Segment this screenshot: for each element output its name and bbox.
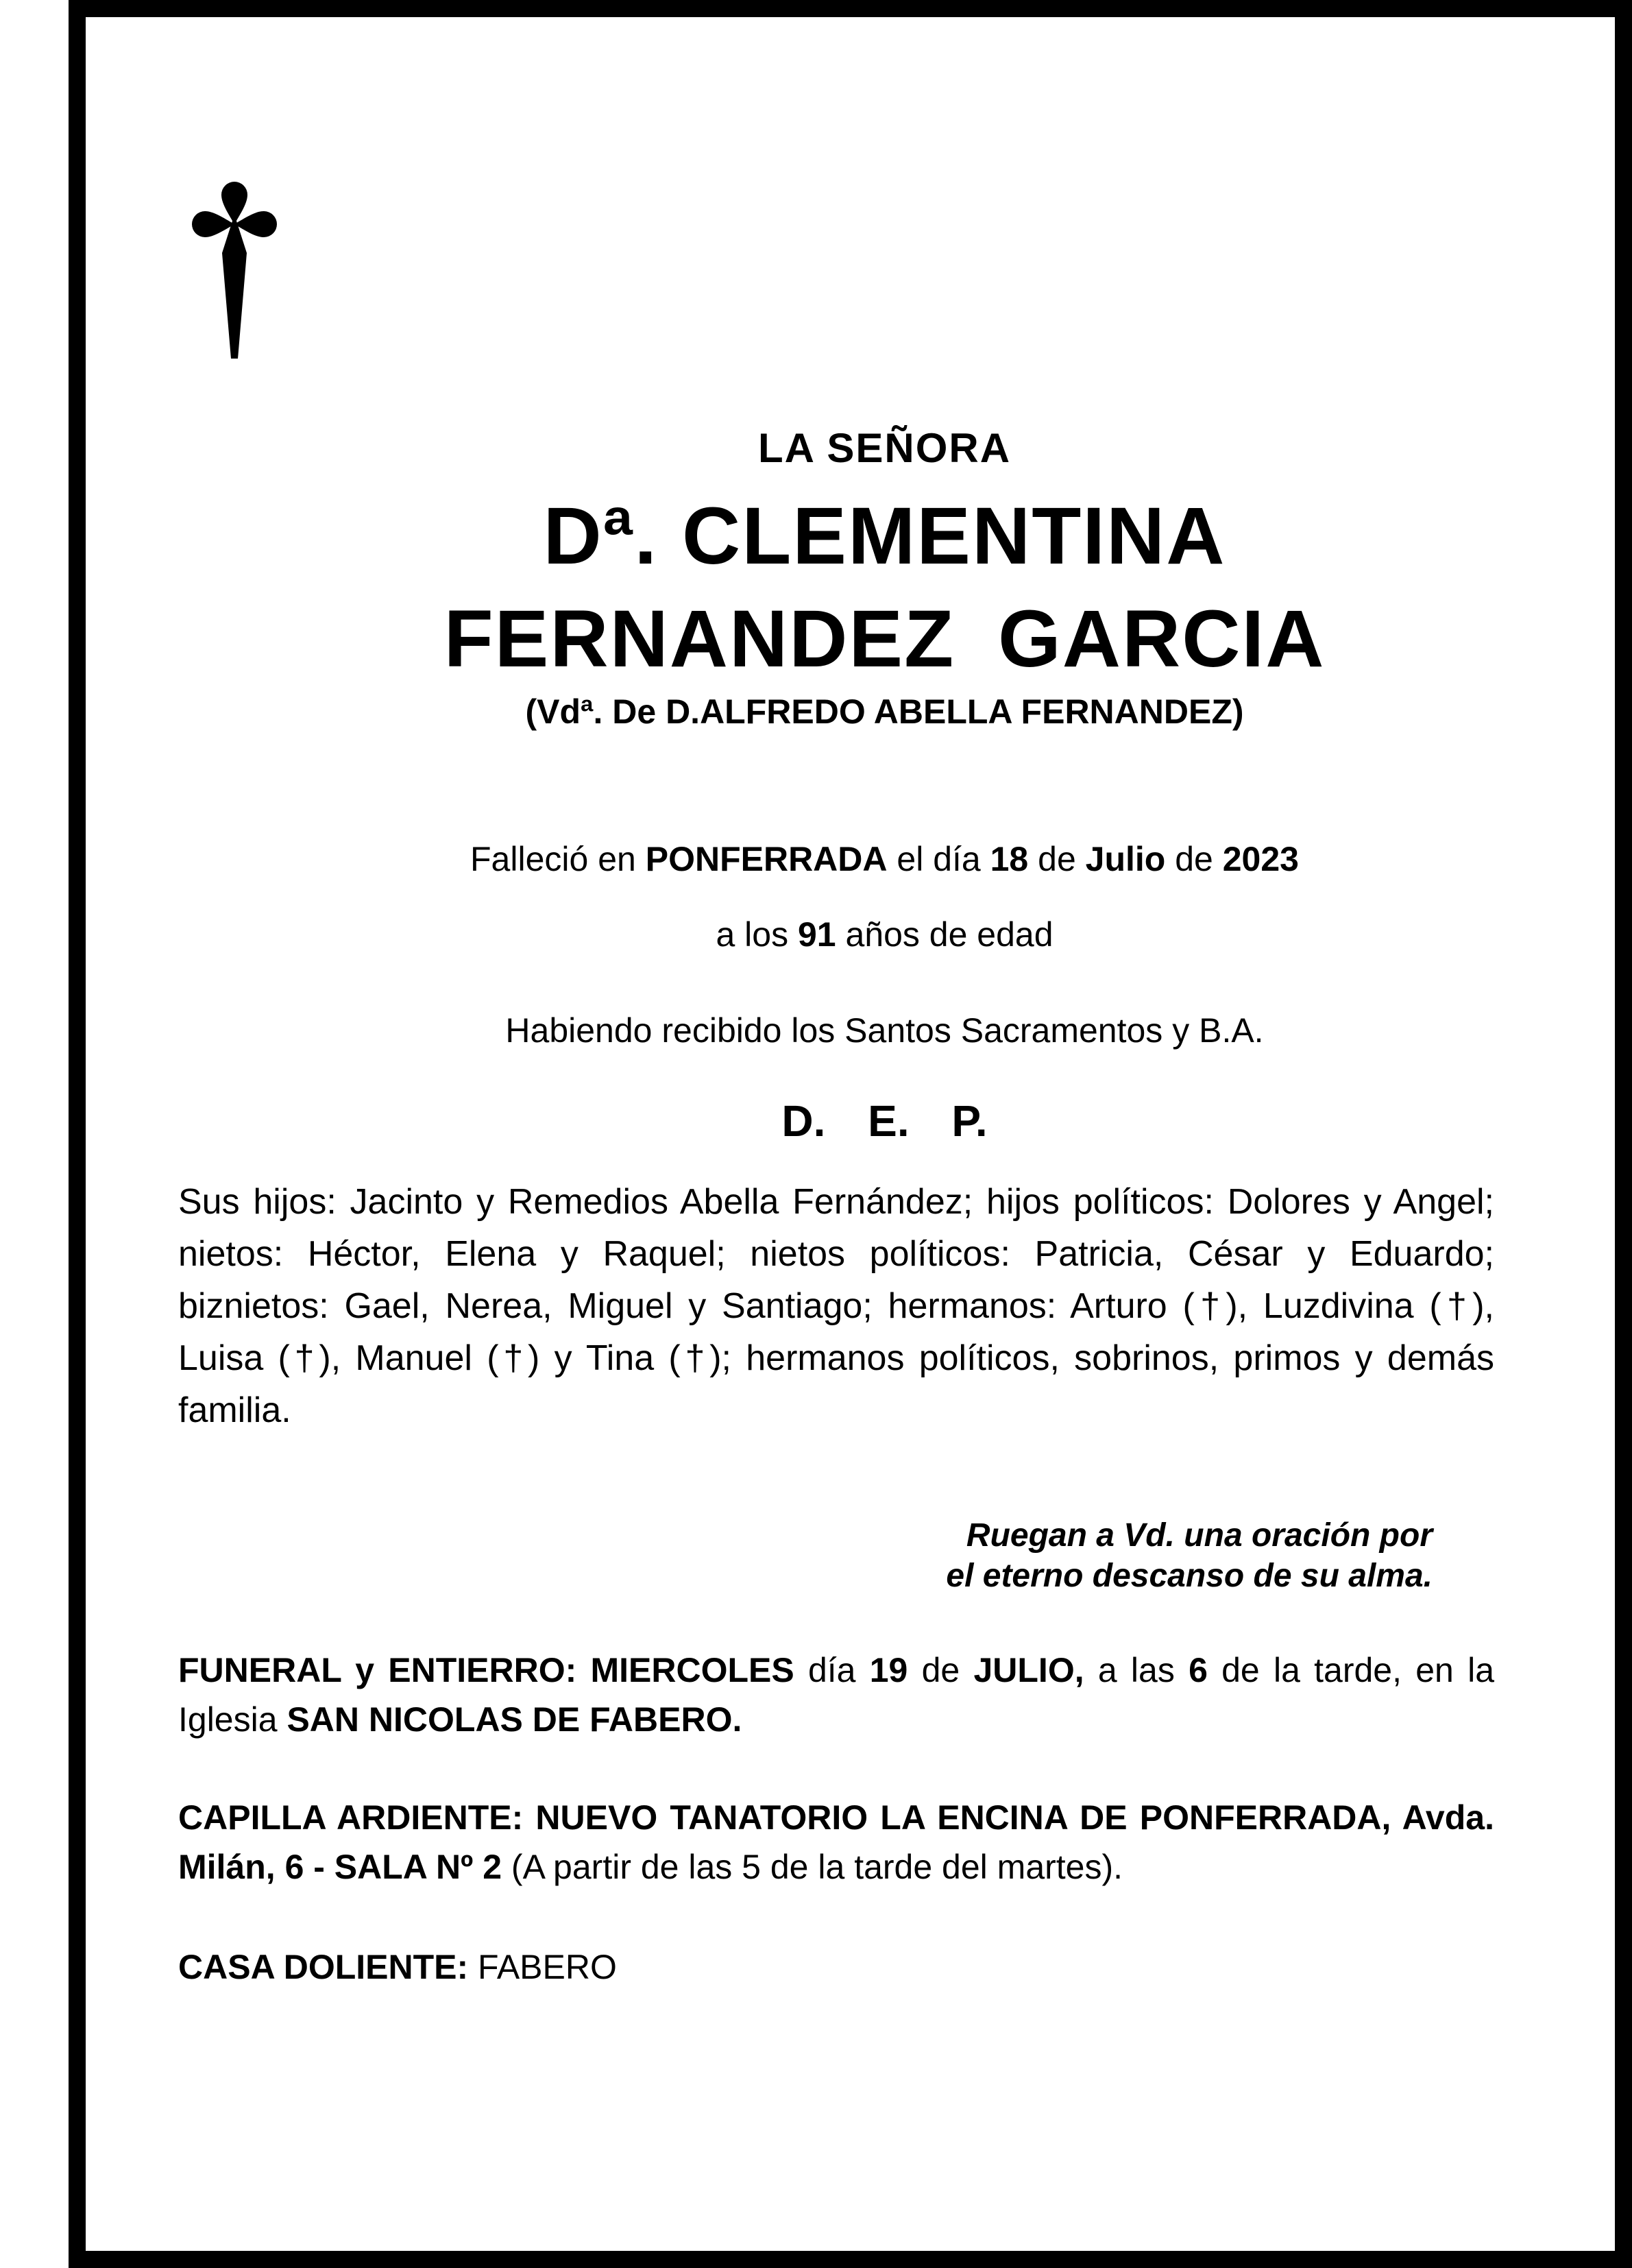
age-value: 91 [797, 915, 836, 954]
death-line [154, 838, 1615, 880]
death-month: Julio [1085, 840, 1166, 878]
death-line-text: el día [887, 840, 990, 878]
death-day: 18 [990, 840, 1029, 878]
funeral-text: de [908, 1651, 974, 1689]
death-line-text: de [1165, 840, 1223, 878]
funeral-month: JULIO, [973, 1651, 1084, 1689]
death-line-text: de [1028, 840, 1086, 878]
dep-abbreviation: D. E. P. [781, 1096, 988, 1146]
funeral-paragraph [178, 1645, 1494, 1744]
casa-doliente-value: FABERO [478, 1948, 617, 1986]
prayer-line2: el eterno descanso de su alma. [946, 1558, 1433, 1594]
sacraments-line: Habiendo recibido los Santos Sacramentos y B.A. [505, 1011, 1264, 1050]
prayer-block [946, 1515, 1433, 1596]
capilla-paragraph [178, 1793, 1494, 1892]
capilla-schedule-note: (A partir de las 5 de la tarde del martes). [511, 1848, 1123, 1886]
deceased-name-line2: FERNANDEZ GARCIA [443, 594, 1326, 684]
capilla-label-and-place: CAPILLA ARDIENTE: NUEVO TANATORIO LA ENCINA DE PONFERRADA, Avda. Milán, 6 - SALA Nº 2 [178, 1798, 1494, 1886]
funeral-day: 19 [869, 1651, 908, 1689]
age-line-text: a los [716, 915, 798, 954]
funeral-hour: 6 [1189, 1651, 1208, 1689]
widow-note: (Vdª. De D.ALFREDO ABELLA FERNANDEZ) [525, 692, 1244, 731]
deceased-name-line1: Dª. CLEMENTINA [543, 491, 1226, 581]
age-line [154, 913, 1615, 956]
funeral-church: SAN NICOLAS DE FABERO. [287, 1700, 742, 1739]
family-paragraph: Sus hijos: Jacinto y Remedios Abella Fernández; hijos políticos: Dolores y Angel; nietos: Héctor, Elena y Raquel; nietos políticos: Patricia, César y Eduardo; biznietos: Gael, Nerea, Miguel y Santiago; hermanos: Arturo (†), Luzdivina (†), Luisa (†), Manuel (†) y Tina (†); hermanos políticos, sobrinos, primos y demás familia. [178, 1182, 1494, 1430]
funeral-text: a las [1084, 1651, 1189, 1689]
death-place: PONFERRADA [645, 840, 888, 878]
funeral-text: de la tarde, en la Iglesia [178, 1651, 1494, 1739]
honorific-title: LA SEÑORA [757, 425, 1012, 471]
death-line-text: Falleció en [470, 840, 646, 878]
funeral-label: FUNERAL y ENTIERRO: MIERCOLES [178, 1651, 794, 1689]
death-year: 2023 [1222, 840, 1299, 878]
age-line-text: años de edad [836, 915, 1054, 954]
funeral-text: día [794, 1651, 870, 1689]
prayer-line1: Ruegan a Vd. una oración por [966, 1517, 1433, 1554]
cross-icon [192, 175, 280, 361]
casa-doliente-label: CASA DOLIENTE: [178, 1948, 478, 1986]
esquela-card [69, 0, 1632, 2268]
casa-doliente-line [178, 1942, 1494, 1992]
